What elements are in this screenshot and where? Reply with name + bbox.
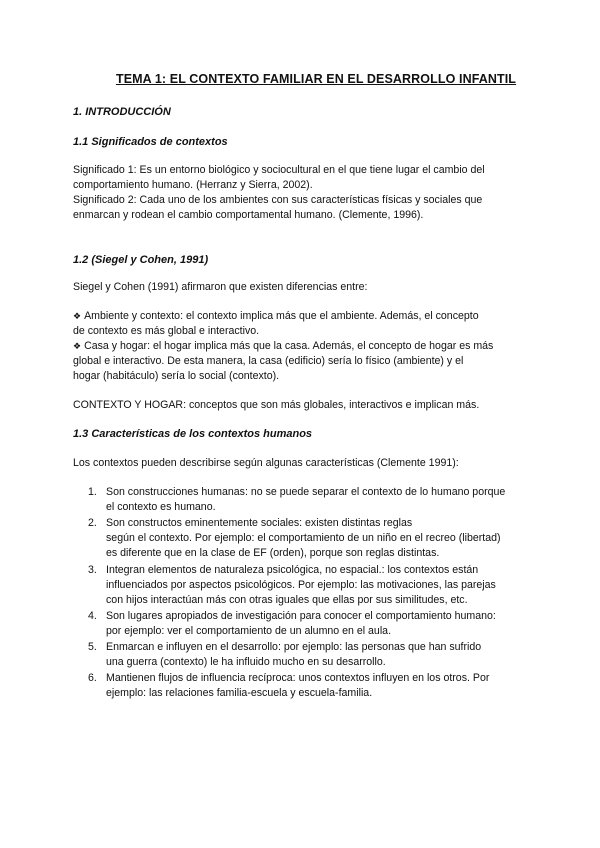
list-item xyxy=(88,516,505,561)
bullet-casa-hogar xyxy=(73,339,533,384)
text-line: según el contexto. Por ejemplo: el comportamiento de un niño en el recreo (libertad) xyxy=(106,532,501,545)
text-line: por ejemplo: ver el comportamiento de un alumno en el aula. xyxy=(106,624,392,637)
text-line: global e interactivo. De esta manera, la casa (edificio) sería lo físico (ambiente) y el xyxy=(73,355,464,367)
text-line: con hijos interactúan más con otras iguales que ellas por sus similitudes, etc. xyxy=(106,593,468,606)
text-line: una guerra (contexto) le ha influido mucho en su desarrollo. xyxy=(106,656,386,669)
list-item xyxy=(88,563,505,608)
list-item xyxy=(88,485,505,515)
text-line xyxy=(73,309,533,324)
list-number: 2. xyxy=(88,517,97,530)
text-line: Son lugares apropiados de investigación para conocer el comportamiento humano: xyxy=(106,609,496,622)
text-line: enmarcan y rodean el cambio comportamental humano. (Clemente, 1996). xyxy=(73,209,424,221)
paragraph-caracteristicas-intro xyxy=(73,456,533,471)
heading-introduccion: 1. INTRODUCCIÓN xyxy=(73,106,171,118)
list-item xyxy=(88,671,505,701)
list-item xyxy=(88,640,505,670)
text-line: influenciados por aspectos psicológicos. Por ejemplo: las motivaciones, las parejas xyxy=(106,578,496,591)
list-number: 3. xyxy=(88,563,97,576)
list-number: 1. xyxy=(88,486,97,498)
text-line: Integran elementos de naturaleza psicológica, no espacial.: los contextos están xyxy=(106,563,479,576)
text-line: Significado 1: Es un entorno biológico y sociocultural en el que tiene lugar el cambio del xyxy=(73,164,485,176)
text-line: hogar (habitáculo) sería lo social (contexto). xyxy=(73,370,280,382)
bullet-text: Ambiente y contexto: el contexto implica más que el ambiente. Además, el concepto xyxy=(84,310,479,322)
text-line: Significado 2: Cada uno de los ambientes con sus características físicas y sociales que xyxy=(73,194,483,206)
bullet-ambiente-contexto xyxy=(73,309,533,339)
caracteristicas-list xyxy=(88,485,505,703)
text-line: CONTEXTO Y HOGAR: conceptos que son más globales, interactivos e implican más. xyxy=(73,399,480,411)
text-line: el contexto es humano. xyxy=(106,501,216,513)
text-line: comportamiento humano. (Herranz y Sierra, 2002). xyxy=(73,179,313,191)
text-line: Son constructos eminentemente sociales: existen distintas reglas xyxy=(106,517,413,530)
heading-caracteristicas: 1.3 Características de los contextos humanos xyxy=(73,428,313,440)
list-number: 4. xyxy=(88,609,97,622)
text-line: es diferente que en la clase de EF (orden), porque son reglas distintas. xyxy=(106,547,440,560)
text-line: de contexto es más global e interactivo. xyxy=(73,325,260,337)
paragraph-contexto-hogar xyxy=(73,398,533,413)
paragraph-significados xyxy=(73,163,533,223)
diamond-bullet-icon: ❖ xyxy=(73,311,82,321)
text-line xyxy=(73,339,533,354)
paragraph-siegel-intro xyxy=(73,280,533,295)
list-number: 6. xyxy=(88,672,97,685)
text-line: Los contextos pueden describirse según algunas características (Clemente 1991): xyxy=(73,457,459,469)
text-line: Siegel y Cohen (1991) afirmaron que existen diferencias entre: xyxy=(73,281,368,293)
list-number: 5. xyxy=(88,641,97,654)
text-line: Son construcciones humanas: no se puede separar el contexto de lo humano porque xyxy=(106,486,506,498)
heading-siegel-cohen: 1.2 (Siegel y Cohen, 1991) xyxy=(73,254,209,266)
page-title: TEMA 1: EL CONTEXTO FAMILIAR EN EL DESARROLLO INFANTIL xyxy=(115,72,517,86)
text-line: ejemplo: las relaciones familia-escuela y escuela-familia. xyxy=(106,687,373,700)
list-item xyxy=(88,609,505,639)
heading-significados: 1.1 Significados de contextos xyxy=(73,136,228,148)
bullet-text: Casa y hogar: el hogar implica más que la casa. Además, el concepto de hogar es más xyxy=(84,340,494,352)
text-line: Enmarcan e influyen en el desarrollo: por ejemplo: las personas que han sufrido xyxy=(106,641,482,654)
text-line: Mantienen flujos de influencia recíproca: unos contextos influyen en los otros. Por xyxy=(106,672,490,685)
diamond-bullet-icon: ❖ xyxy=(73,341,82,351)
